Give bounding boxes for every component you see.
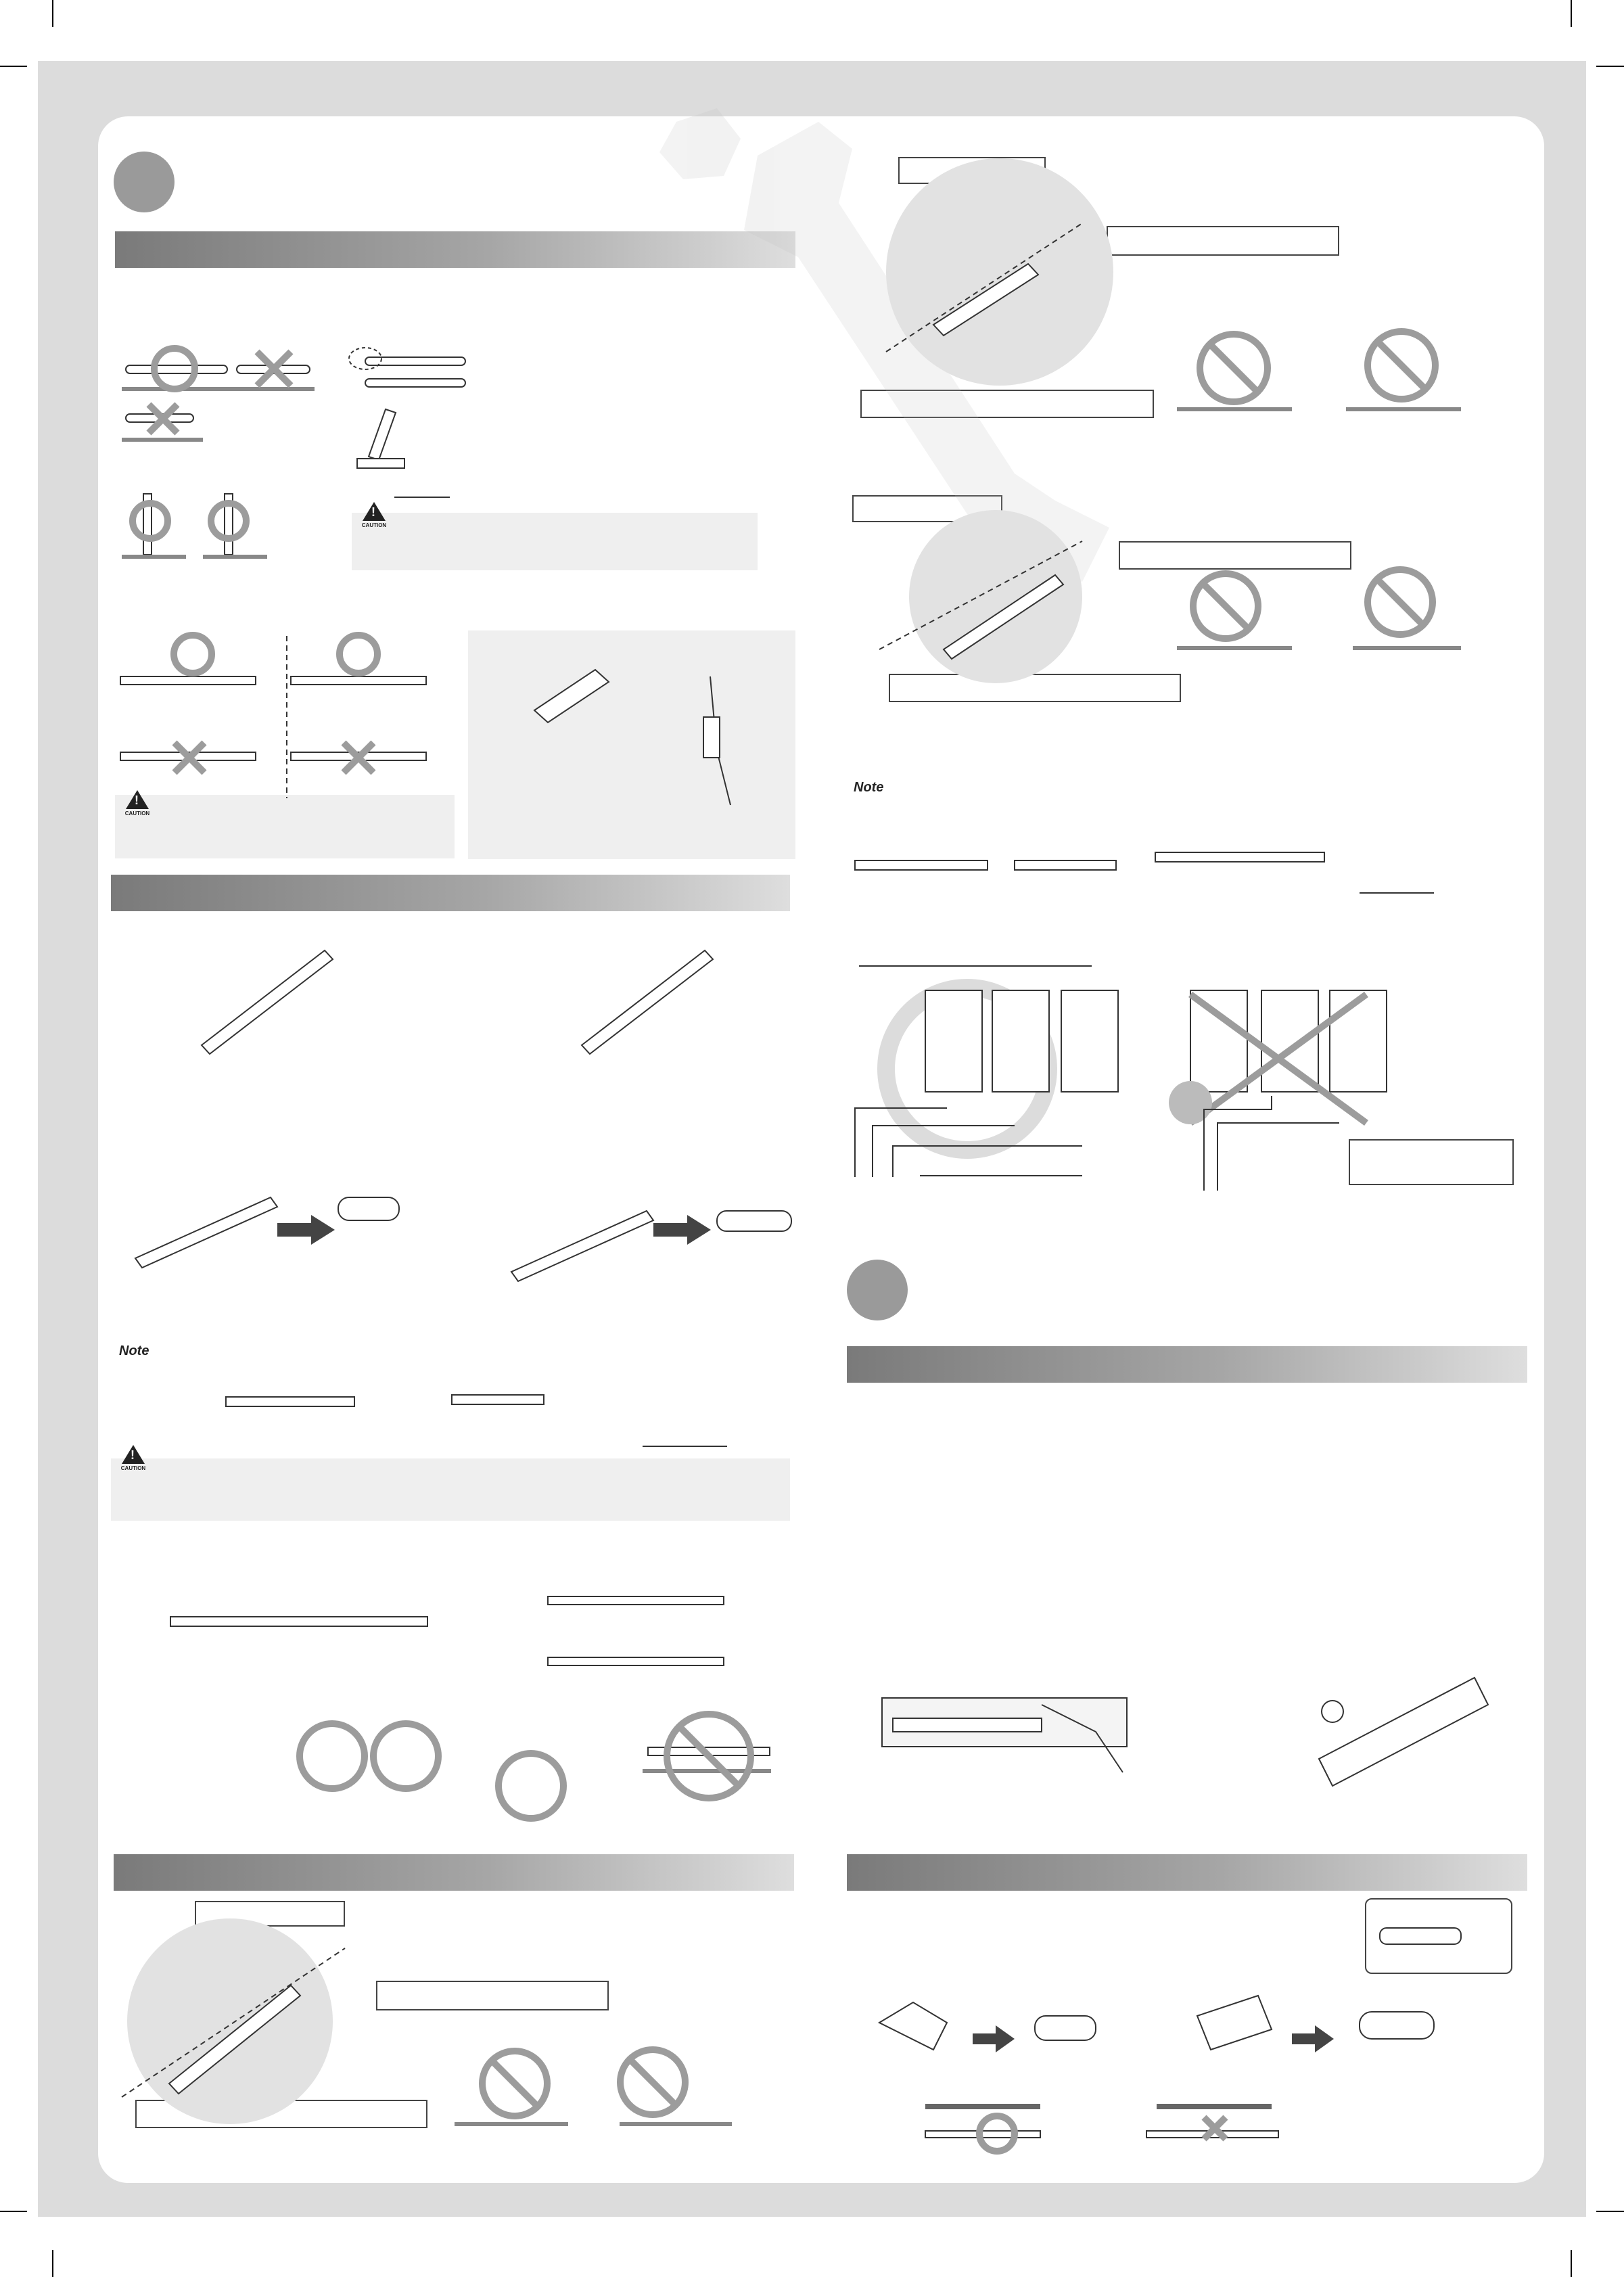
- warning-triangle-icon: ! CAUTION: [120, 790, 154, 816]
- wrench-tool: [357, 409, 450, 497]
- highlight-circle: [127, 1918, 333, 2124]
- note-row-pipes: [855, 852, 1434, 893]
- branch-pipe-ng: [233, 352, 315, 389]
- bending-diagram: [170, 1596, 771, 1818]
- vertical-pipe-ok: [122, 494, 186, 557]
- arrow-right-icon: [277, 1215, 335, 1245]
- vertical-pipe-ok: [203, 494, 267, 557]
- warning-triangle-icon: ! CAUTION: [116, 1445, 150, 1471]
- highlight-circle: [886, 158, 1113, 386]
- header-pipe-diagram: [135, 950, 791, 1281]
- branch-pipe-top: [349, 348, 465, 387]
- highlight-circle: [909, 510, 1082, 683]
- arrow-right-icon: [653, 1215, 711, 1245]
- clamp-diagram: [879, 1928, 1461, 2052]
- arrow-right-icon: [1292, 2025, 1334, 2052]
- header-note-row: [226, 1395, 727, 1446]
- outdoor-unit-group-ng: [1169, 990, 1387, 1191]
- insulation-diagram: [882, 1678, 1488, 1786]
- arrow-right-icon: [973, 2025, 1015, 2052]
- note-label: Note: [854, 780, 884, 795]
- branch-pipe-ng: [122, 405, 203, 440]
- circle-ok-icon: [1169, 1081, 1212, 1124]
- hanger-diagram: [925, 2104, 1278, 2151]
- y-joint-in-circle: [122, 223, 1082, 2097]
- warning-triangle-icon: ! CAUTION: [357, 502, 391, 528]
- branch-pipe-ok: [122, 348, 233, 389]
- note-label: Note: [119, 1343, 149, 1358]
- y-joint-exploded: [534, 670, 730, 805]
- y-joint-row: [120, 635, 426, 798]
